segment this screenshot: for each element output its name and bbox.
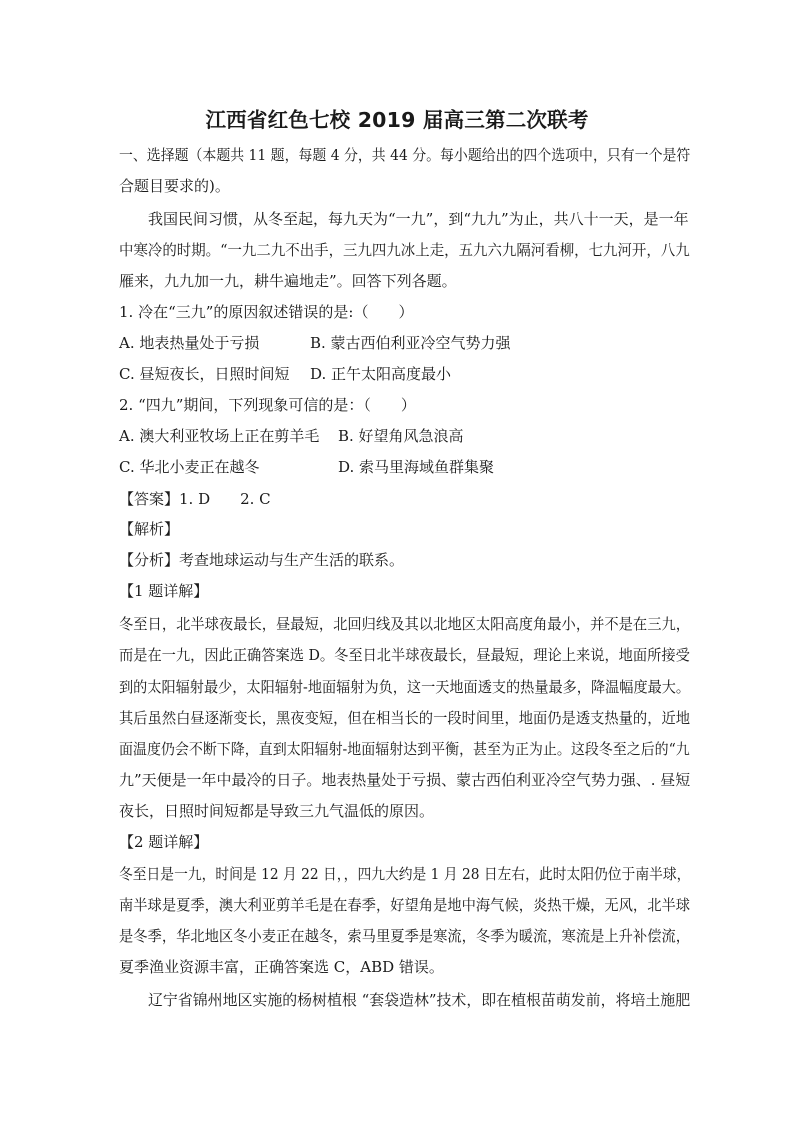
detail-2-heading: 【2 题详解】: [119, 833, 209, 851]
detail-1-line: 冬至日，北半球夜最长，昼最短，北回归线及其以北地区太阳高度角最小，并不是在三九，: [119, 615, 691, 633]
question-1-option-d: D. 正午太阳高度最小: [310, 365, 452, 383]
detail-1-line: 九”天便是一年中最冷的日子。地表热量处于亏损、蒙古西伯利亚冷空气势力强、. 昼短: [119, 771, 691, 789]
question-2-option-d: D. 索马里海域鱼群集聚: [338, 458, 495, 476]
question-2-option-a: A. 澳大利亚牧场上正在剪羊毛: [119, 427, 320, 445]
question-2-option-c: C. 华北小麦正在越冬: [119, 458, 260, 476]
question-2: 2. “四九”期间，下列现象可信的是：（ ）: [119, 396, 416, 414]
question-1-option-a: A. 地表热量处于亏损: [119, 334, 260, 352]
detail-1-line: 面温度仍会不断下降，直到太阳辐射-地面辐射达到平衡，甚至为正为止。这段冬至之后的“九: [119, 740, 690, 758]
detail-2-line: 夏季渔业资源丰富，正确答案选 C，ABD 错误。: [119, 958, 444, 976]
detail-2-line: 是冬季，华北地区冬小麦正在越冬，索马里夏季是寒流，冬季为暖流，寒流是上升补偿流，: [119, 927, 691, 945]
question-2-option-b: B. 好望角风急浪高: [338, 427, 464, 445]
answer-line: 【答案】1. D 2. C: [119, 490, 271, 508]
document-title: 江西省红色七校 2019 届高三第二次联考: [205, 108, 589, 132]
detail-1-heading: 【1 题详解】: [119, 582, 209, 600]
detail-2-line: 冬至日是一九，时间是 12 月 22 日，，四九大约是 1 月 28 日左右，此时太阳仍位于南半球，: [119, 865, 691, 883]
detail-1-line: 夜长，日照时间短都是导致三九气温低的原因。: [119, 802, 435, 820]
passage-line: 雁来，九九加一九，耕牛遍地走”。回答下列各题。: [119, 272, 457, 290]
question-1: 1. 冷在“三九”的原因叙述错误的是:（ ）: [119, 303, 414, 321]
section-heading: 一、选择题（本题共 11 题，每题 4 分，共 44 分。每小题给出的四个选项中，只有一个是符: [119, 146, 691, 164]
detail-1-line: 而是在一九，因此正确答案选 D。冬至日北半球夜最长，昼最短，理论上来说，地面所接受: [119, 646, 690, 664]
detail-1-line: 其后虽然白昼逐渐变长，黑夜变短，但在相当长的一段时间里，地面仍是透支热量的，近地: [119, 709, 691, 727]
section-heading-cont: 合题目要求的)。: [119, 177, 230, 195]
analysis-summary: 【分析】考查地球运动与生产生活的联系。: [119, 551, 405, 569]
passage-line: 中寒冷的时期。“一九二九不出手，三九四九冰上走，五九六九隔河看柳，七九河开，八九: [119, 241, 690, 259]
passage-line: 我国民间习惯，从冬至起，每九天为“一九”，到“九九”为止，共八十一天，是一年: [148, 210, 689, 228]
question-1-option-b: B. 蒙古西伯利亚冷空气势力强: [310, 334, 511, 352]
detail-1-line: 到的太阳辐射最少，太阳辐射-地面辐射为负，这一天地面透支的热量最多，降温幅度最大。: [119, 678, 691, 696]
analysis-heading: 【解析】: [119, 520, 180, 538]
detail-2-line: 南半球是夏季，澳大利亚剪羊毛是在春季，好望角是地中海气候，炎热干燥，无风，北半球: [119, 896, 691, 914]
next-passage-line: 辽宁省锦州地区实施的杨树植根 “套袋造林”技术，即在植根苗萌发前，将培土施肥: [148, 991, 691, 1009]
question-1-option-c: C. 昼短夜长，日照时间短: [119, 365, 290, 383]
